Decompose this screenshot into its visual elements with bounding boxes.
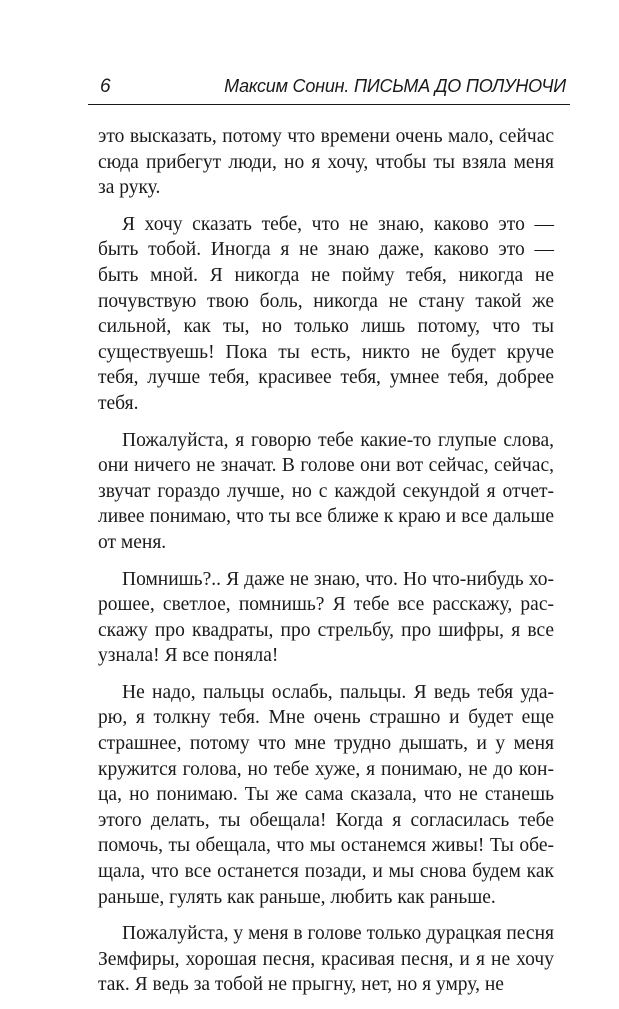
- paragraph-4: Помнишь?.. Я даже не знаю, что. Но что-нибудь хорошее, светлое, помнишь? Я тебе все расскажу, расскажу про квадраты, про стрельбу, про шифры, я все узнала! Я все поняла!: [98, 568, 554, 667]
- page-number: 6: [100, 76, 111, 97]
- paragraph-3: Пожалуйста, я говорю тебе какие-то глупые слова, они ничего не значат. В голове они вот сейчас, сейчас, звучат гораздо лучше, но с каждой секундой я отчетливее понимаю, что ты все ближе к краю и все дальше от меня.: [98, 429, 554, 553]
- paragraph-5: Не надо, пальцы ослабь, пальцы. Я ведь тебя ударю, я толкну тебя. Мне очень страшно и будет еще страшнее, потому что мне трудно дышать, и у меня кружится голова, но тебе хуже, я понимаю, не до конца, но понимаю. Ты же сама сказала, что не станешь этого делать, ты обещала! Когда я согласилась тебе помочь, ты обещала, что мы останемся живы! Ты обещала, что все останется позади, и мы снова будем как раньше, гулять как раньше, любить как раньше.: [98, 681, 554, 908]
- running-title: Максим Сонин. ПИСЬМА ДО ПОЛУНОЧИ: [224, 76, 566, 96]
- paragraph-2: Я хочу сказать тебе, что не знаю, каково это — быть тобой. Иногда я не знаю даже, каково это — быть мной. Я никогда не пойму тебя, никогда не почувствую твою боль, никогда не стану такой же сильной, как ты, но только лишь потому, что ты существуешь! Пока ты есть, никто не будет круче тебя, лучше тебя, красивее тебя, умнее тебя, добрее тебя.: [98, 213, 554, 414]
- running-head: [88, 74, 570, 105]
- paragraph-1: это высказать, потому что времени очень мало, сейчас сюда прибегут люди, но я хочу, чтобы ты взяла меня за руку.: [98, 126, 554, 199]
- paragraph-6: Пожалуйста, у меня в голове только дурацкая песня Земфиры, хорошая песня, красивая песня, и я не хочу так. Я ведь за тобой не прыгну, нет, но я умру, не: [98, 923, 554, 996]
- text-body: [98, 124, 554, 1009]
